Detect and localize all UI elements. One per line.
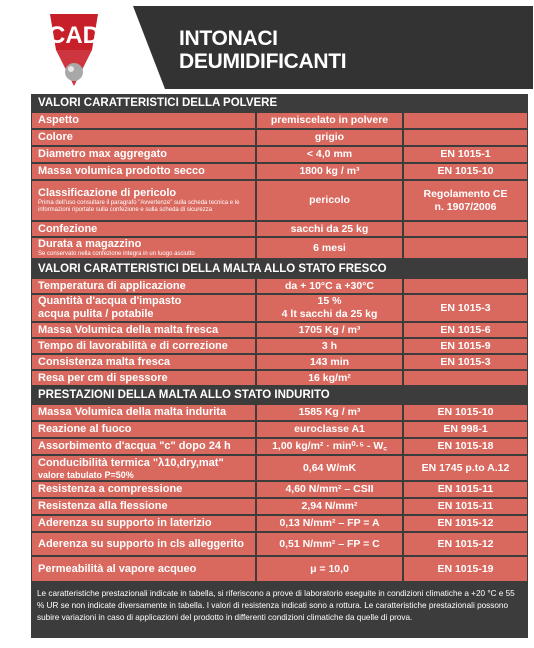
table-row	[32, 147, 527, 162]
property-label: Massa volumica prodotto secco	[32, 164, 255, 179]
property-label-note: Prima dell'uso consultare il paragrafo "Avvertenze" sulla scheda tecnica e le informazioni riportate sulla confezione e sulla scheda di sicurezza	[38, 200, 240, 213]
property-standard: EN 1745 p.to A.12	[404, 456, 527, 480]
property-value: 143 min	[257, 355, 402, 369]
property-label: Reazione al fuoco	[32, 422, 255, 437]
property-standard: EN 1015-12	[404, 533, 527, 555]
property-value: 0,13 N/mm² – FP = A	[257, 516, 402, 531]
section-header-indurito: PRESTAZIONI DELLA MALTA ALLO STATO INDURITO	[32, 387, 527, 403]
property-label	[32, 456, 255, 480]
property-value: 3 h	[257, 339, 402, 353]
property-label: Massa Volumica della malta fresca	[32, 323, 255, 337]
footnote: Le caratteristiche prestazionali indicate in tabella, si riferiscono a prove di laboratorio eseguite in condizioni climatiche a +20 °C e 55 % UR se non indicate diversamente in tabella. I valori di resistenza indicati sono a rottura. Le caratteristiche prestazionali possono subire variazioni in caso di applicazioni del prodotto in differenti condizioni climatiche da quelle di prova.	[37, 589, 515, 622]
table-row	[32, 323, 527, 337]
property-value: 1705 Kg / m³	[257, 323, 402, 337]
property-value: 4,60 N/mm² – CSII	[257, 482, 402, 497]
page-title	[179, 27, 346, 73]
section-header-polvere: VALORI CARATTERISTICI DELLA POLVERE	[32, 95, 527, 111]
table-row	[32, 557, 527, 581]
property-standard: EN 1015-19	[404, 557, 527, 581]
property-label-line-1: Conducibilità termica "λ10,dry,mat"	[38, 456, 224, 469]
standard-line-2: n. 1907/2006	[434, 200, 497, 213]
section-header-fresco: VALORI CARATTERISTICI DELLA MALTA ALLO STATO FRESCO	[32, 260, 527, 277]
property-label: Aspetto	[32, 113, 255, 128]
property-value-line-1: 15 %	[317, 295, 342, 307]
property-label-note: Se conservato nella confezione integra in un luogo asciutto	[38, 251, 195, 257]
property-value-line-2: 4 lt sacchi da 25 kg	[281, 308, 378, 320]
table-row	[32, 405, 527, 420]
table-row	[32, 181, 527, 220]
logo-text: CAD	[48, 22, 100, 49]
table-row	[32, 339, 527, 353]
property-label: Resa per cm di spessore	[32, 371, 255, 385]
property-standard	[404, 371, 527, 385]
property-standard: EN 1015-11	[404, 482, 527, 497]
property-standard: EN 1015-10	[404, 405, 527, 420]
property-standard	[404, 130, 527, 145]
property-value: μ = 10,0	[257, 557, 402, 581]
property-standard	[404, 279, 527, 293]
property-label	[32, 238, 255, 258]
table-row	[32, 456, 527, 480]
property-label: Aderenza su supporto in laterizio	[32, 516, 255, 531]
property-standard: EN 1015-9	[404, 339, 527, 353]
property-label: Colore	[32, 130, 255, 145]
property-value: 2,94 N/mm²	[257, 499, 402, 514]
property-label-line-2: acqua pulita / potabile	[38, 308, 154, 320]
property-label: Resistenza alla flessione	[32, 499, 255, 514]
property-label-line-2: valore tabulato P=50%	[38, 469, 134, 480]
table-row	[32, 516, 527, 531]
property-standard: EN 1015-11	[404, 499, 527, 514]
title-line-1: INTONACI	[179, 27, 278, 50]
property-label: Confezione	[32, 222, 255, 236]
property-label: Resistenza a compressione	[32, 482, 255, 497]
property-standard: EN 998-1	[404, 422, 527, 437]
property-label-main: Durata a magazzino	[38, 238, 142, 250]
title-line-2: DEUMIDIFICANTI	[179, 50, 347, 73]
property-label-line-1: Quantità d'acqua d'impasto	[38, 295, 182, 307]
property-label	[32, 181, 255, 220]
table-row	[32, 222, 527, 236]
property-value: 16 kg/m²	[257, 371, 402, 385]
property-standard	[404, 181, 527, 220]
property-value: < 4,0 mm	[257, 147, 402, 162]
property-value: 1585 Kg / m³	[257, 405, 402, 420]
property-label: Assorbimento d'acqua "c" dopo 24 h	[32, 439, 255, 454]
property-value: pericolo	[257, 181, 402, 220]
property-label	[32, 295, 255, 321]
table-row	[32, 371, 527, 385]
property-value: 1800 kg / m³	[257, 164, 402, 179]
property-standard	[404, 222, 527, 236]
property-value: premiscelato in polvere	[257, 113, 402, 128]
property-label: Diametro max aggregato	[32, 147, 255, 162]
property-label: Aderenza su supporto in cls alleggerito	[32, 533, 255, 555]
property-standard	[404, 113, 527, 128]
property-value	[257, 295, 402, 321]
property-standard: EN 1015-10	[404, 164, 527, 179]
property-label: Consistenza malta fresca	[32, 355, 255, 369]
property-standard: EN 1015-6	[404, 323, 527, 337]
property-value: sacchi da 25 kg	[257, 222, 402, 236]
table-row	[32, 130, 527, 145]
property-label: Permeabilità al vapore acqueo	[32, 557, 255, 581]
property-label-main: Classificazione di pericolo	[38, 187, 177, 199]
property-value: grigio	[257, 130, 402, 145]
table-row	[32, 533, 527, 555]
table-row	[32, 355, 527, 369]
property-value: 0,51 N/mm² – FP = C	[257, 533, 402, 555]
property-standard: EN 1015-3	[404, 355, 527, 369]
table-row	[32, 422, 527, 437]
property-label: Tempo di lavorabilità e di correzione	[32, 339, 255, 353]
property-standard: EN 1015-12	[404, 516, 527, 531]
table-row	[32, 164, 527, 179]
property-standard: EN 1015-1	[404, 147, 527, 162]
property-value: da + 10°C a +30°C	[257, 279, 402, 293]
property-value: euroclasse A1	[257, 422, 402, 437]
table-row	[32, 238, 527, 258]
property-label: Massa Volumica della malta indurita	[32, 405, 255, 420]
property-value: 6 mesi	[257, 238, 402, 258]
table-row	[32, 295, 527, 321]
property-value: 1,00 kg/m² · min⁰·⁵ - W꜀	[257, 439, 402, 454]
property-label: Temperatura di applicazione	[32, 279, 255, 293]
property-standard: EN 1015-18	[404, 439, 527, 454]
property-standard: EN 1015-3	[404, 295, 527, 321]
property-value: 0,64 W/mK	[257, 456, 402, 480]
table-row	[32, 279, 527, 293]
brand-logo	[40, 10, 108, 88]
property-standard	[404, 238, 527, 258]
table-row	[32, 482, 527, 497]
table-row	[32, 113, 527, 128]
standard-line-1: Regolamento CE	[423, 187, 508, 200]
table-row	[32, 439, 527, 454]
table-row	[32, 499, 527, 514]
